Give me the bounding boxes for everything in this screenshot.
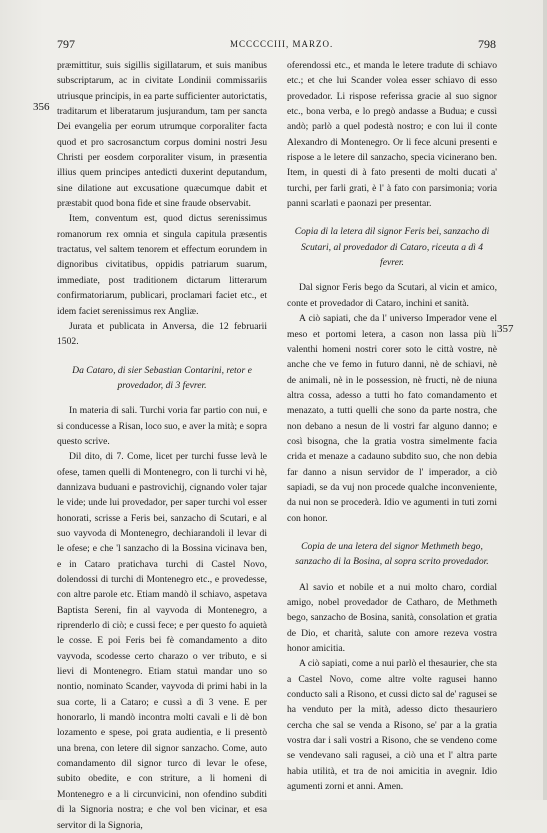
page-header <box>0 37 547 57</box>
paragraph: oferendossi etc., et manda le letere tradute di schiavo etc.; et che lui Scander volea esser schiavo di esso provedador. Li rispose referissa gracie al suo signor etc., bona verba, e lo pregò andasse a Budua; e cussì andò; parlò a quel podestà nostro; e con lui il conte Alexandro di Montenegro. Or li fece alcuni presenti e rispose a le letere dil sanzacho, specia vicinerano ben. Item, in questi di à fato presenti de molti ducati a' turchi, per farli grati, è l' à fato con parsimonia; voria panni scarlati e paonazi per presentar. <box>287 60 497 210</box>
paragraph: Jurata et publicata in Anversa, die 12 februarii 1502. <box>57 320 267 348</box>
margin-number-left: 356 <box>33 101 50 113</box>
page-number-left: 797 <box>57 37 75 51</box>
running-title: MCCCCCIII, MARZO. <box>230 39 334 49</box>
section-heading: Copia di la letera dil signor Feris bei, sanzacho di Scutari, al provedador di Cataro, riceuta a dì 4 fevrer. <box>294 226 490 269</box>
page-edge-shadow <box>543 0 547 800</box>
paragraph: Dal signor Feris bego da Scutari, al vicin et amico, conte et provedador di Cataro, inchini et sanità. <box>287 282 497 309</box>
right-column <box>287 58 497 794</box>
paragraph: Al savio et nobile et a nui molto charo, cordial amigo, nobel provedador de Catharo, de Methmeth bego, sanzacho de Bosina, sanità, consolation et gratia de Dio, et charità, salute con amore rezeva vostra honor amicitia. <box>287 581 497 655</box>
paragraph: Item, conventum est, quod dictus serenissimus romanorum rex omnia et singula capitula præsentis tractatus, vel saltem tenorem et effectum eorundem in dignoribus civitatibus, oppidis patriarum suarum, immediate, post traditionem dictarum litterarum confirmatoriarum, publicari, proclamari faciet etc., et idem faciet serenissimus rex Angliæ. <box>57 213 267 317</box>
section-heading: Da Cataro, di sier Sebastian Contarini, retor e provedador, di 3 fevrer. <box>72 364 252 391</box>
section-heading: Copia de una letera del signor Methmeth bego, sanzacho di la Bosina, al sopra scrito provedador. <box>295 540 489 568</box>
left-column <box>57 58 267 833</box>
paragraph: A ciò sapiati, come a nui parlò el thesaurier, che sta a Castel Novo, come altre volte ragusei hanno conducto sali a Risono, et cussi dicto sal de' ragusei se ha venduto per la mità, adesso dicto thesauriero cercha che sal se venda a Risono, se' par a la gratia vostra dar i sali vostri a Risono, che se vendeno come se vendevano sali ragusei, a ciò una et l' altra parte habia utilità, et tra de noi amicitia in avegnir. Idio agumenti zorni et anni. Amen. <box>287 658 497 793</box>
paragraph: Dil dito, di 7. Come, licet per turchi fusse levà le ofese, tamen quelli di Montenegro, con li turchi vi hè, dannizava buduani e pastrovichij, cignando voler tajar le vide; unde lui provedador, per saper turchi vol esser honorati, scrisse a Feris bei, sanzacho di Scutari, e al suo vayvoda di Montenegro, dechiarandoli il levar di le ofese; e che 'l sanzacho di la Bossina vicinava ben, e in Cataro pratichava turchi di Castel Novo, dolendossi di turchi di Montenegro etc., e provedesse, con altre parole etc. Etiam mandò il schiavo, aspetava Baptista Sereni, fin al vayvoda di Montenegro, a riprenderlo di ciò; e cussi fece; e per questo fo aquietà le cosse. E poi Feris bei fè comandamento a dito vayvoda, scodesse certo charazo o ver tributo, e si lievi di Montenegro. Etiam statuì mandar uno so nontio, nominato Scander, vayvoda di primi habi in la sua corte, li a Cataro; e cussì a dì 3 vene. E per honorarlo, li mandò incontra molti cavali e li dè bon lozamento e spese, poi grata audientia, e li presentò una brena, con letere dil signor sanzacho. Come, auto comandamento dil signor turco di levar le ofese, subito obedite, e con striture, a li homeni di Montenegro e a li circunvicini, non ofendino subditi di la Signoria nostra; e che vol ben vicinar, et esa servitor di la Signoria, <box>57 451 267 831</box>
paragraph: A ciò sapiati, che da l' universo Imperador vene el meso et portomi letera, a cason non lassa più li valenthi homeni nostri corer soto le città vostre, nè anche che ve femo in futuro danni, nè de schiavi, nè de animali, nè in le possession, nè fructi, nè de niuna altra cossa, adesso a tutti ho fato comandamento et menazato, a tutti quelli che sono da parte nostra, che non debano a nesun de li vostri far alguno danno; e così bisogna, che la gratia vostra simelmente facia crida et menaze a cadauno subdito suo, che non debia far danno a nisun servidor de l' imperador, a ciò sapiadi, se da vuj non procede qualche inconveniente, da nui non se procederà. Idio ve agumenti in tuti zorni con honor. <box>287 313 497 524</box>
page-number-right: 798 <box>478 37 496 51</box>
paragraph: præmittitur, suis sigillis sigillatarum, et suis manibus subscriptarum, ac in civitate Londinii commissariis utriusque principis, in ea parte sufficienter autorictatis, traditarum et liberatarum jusjurandum, tam per sancta Dei evangelia per eorum utrumque corporaliter facta quod et pro sacrosanctum corpus domini nostri Jesu Christi per eosdem corporaliter visum, in præsentia illius quem principes antedicti duxerint deputandum, sine dilatione aut excusatione quæcumque dabit et præstabit quod bona fide et sine fraude observabit. <box>57 60 267 210</box>
margin-number-right: 357 <box>497 323 514 335</box>
paragraph: In materia di sali. Turchi voria far partio con nui, e si conducesse a Risan, loco suo, e aver la mità; e sopra questo scrive. <box>57 405 267 447</box>
